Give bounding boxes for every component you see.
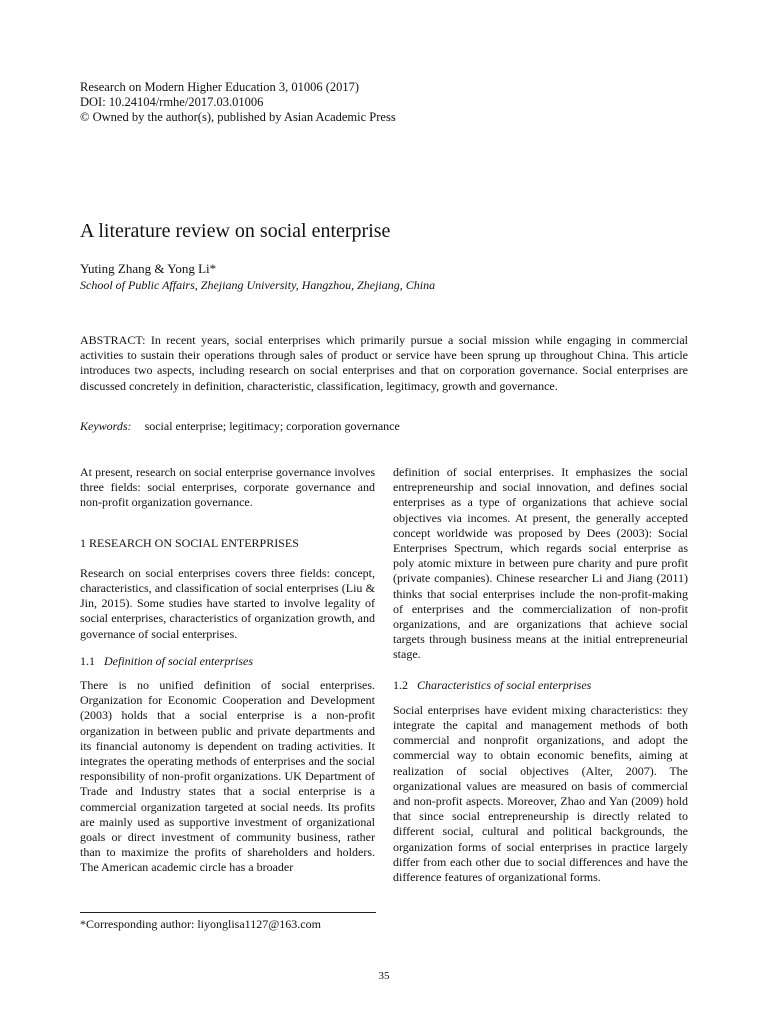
abstract: ABSTRACT: In recent years, social enterprises which primarily pursue a social mission while engaging in commercial activities to sustain their operations through sales of product or service have been sprung up throughout China. This article introduces two aspects, including research on social enterprises and that on corporation governance. Social enterprises are discussed concretely in definition, characteristic, classification, legitimacy, growth and governance.	[80, 333, 688, 393]
paper-title: A literature review on social enterprise	[80, 220, 391, 242]
left-column	[80, 465, 375, 876]
subsection-1-2-heading	[393, 678, 688, 693]
continuation-paragraph: definition of social enterprises. It emphasizes the social entrepreneurship and social innovation, and defines social enterprises as a type of organizations that achieve social objectives via incomes. At present, the generally accepted concept worldwide was proposed by Dees (2003): Social Enterprises Spectrum, which regards social enterprise as poly atomic mixture in between pure charity and pure profit (private companies). Chinese researcher Li and Jiang (2011) thinks that social enterprises include the non-profit-making of enterprises and the commercialization of non-profit organizations, and are organizations that achieve social targets through business means at the initial entrepreneurial stage.	[393, 465, 688, 662]
footnote-divider	[80, 912, 376, 913]
subsection-1-1-number: 1.1	[80, 653, 95, 668]
subsection-1-2-paragraph: Social enterprises have evident mixing characteristics: they integrate the capital and management methods of both commercial and nonprofit organizations, and adopt the commercial way to obtain economic benefits, aiming at realization of social objectives (Alter, 2007). The organizational values are measured on basis of commercial and non-profit aspects. Moreover, Zhao and Yan (2009) hold that since social entrepreneurship is directly related to different social, cultural and political backgrounds, the organization forms of social enterprises in practice largely differ from each other due to social differences and have the difference features of organizational forms.	[393, 702, 688, 885]
right-column	[393, 465, 688, 885]
journal-citation: Research on Modern Higher Education 3, 01006 (2017)	[80, 80, 360, 94]
doi-line: DOI: 10.24104/rmhe/2017.03.01006	[80, 95, 264, 109]
subsection-1-2-number: 1.2	[393, 677, 408, 692]
subsection-1-2-title: Characteristics of social enterprises	[417, 677, 592, 692]
subsection-1-1-title: Definition of social enterprises	[104, 653, 253, 668]
keywords-line	[80, 419, 400, 434]
copyright-line: © Owned by the author(s), published by Asian Academic Press	[80, 110, 396, 124]
journal-header	[80, 80, 396, 125]
keywords-label: Keywords:	[80, 419, 132, 433]
authors: Yuting Zhang & Yong Li*	[80, 261, 217, 276]
keywords-text: social enterprise; legitimacy; corporation governance	[144, 419, 400, 433]
affiliation: School of Public Affairs, Zhejiang University, Hangzhou, Zhejiang, China	[80, 278, 436, 292]
subsection-1-1-heading	[80, 654, 375, 669]
page-number: 35	[378, 970, 390, 982]
section-1-heading: 1 RESEARCH ON SOCIAL ENTERPRISES	[80, 535, 299, 550]
subsection-1-1-paragraph: There is no unified definition of social enterprises. Organization for Economic Cooperation and Development (2003) holds that a social enterprise is a non-profit organization in between public and private departments and its financial autonomy is dependent on trading activities. It integrates the operating methods of enterprises and the social responsibility of non-profit organizations. UK Department of Trade and Industry states that a social enterprise is a commercial organization targeted at social needs. Its profits are mainly used as supportive investment of organizational goals or direct investment of community business, rather than to maximize the profits of shareholders and holders. The American academic circle has a broader	[80, 678, 375, 875]
corresponding-author-footnote: *Corresponding author: liyonglisa1127@163.com	[80, 917, 321, 931]
intro-paragraph: At present, research on social enterprise governance involves three fields: social enterprises, corporate governance and non-profit organization governance.	[80, 465, 375, 510]
section-1-paragraph: Research on social enterprises covers three fields: concept, characteristics, and classification of social enterprises (Liu & Jin, 2015). Some studies have started to involve legality of social enterprises, characteristics of organization growth, and governance of social enterprises.	[80, 565, 375, 641]
